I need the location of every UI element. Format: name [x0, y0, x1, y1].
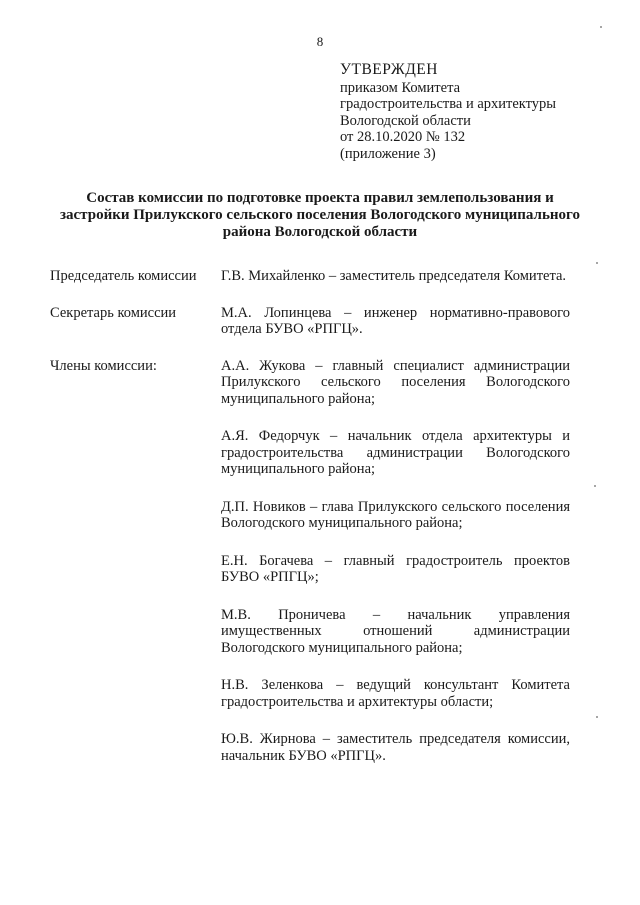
role-members — [221, 268, 570, 285]
approval-block — [340, 62, 556, 162]
member-entry: М.А. Лопинцева – инженер нормативно-правового отдела БУВО «РПГЦ». — [221, 304, 570, 337]
role-members — [221, 305, 570, 338]
page-number: 8 — [316, 34, 324, 49]
role-row-secretary — [50, 305, 570, 338]
member-entry: Е.Н. Богачева – главный градостроитель проектов БУВО «РПГЦ»; — [221, 552, 570, 585]
member-entry: Ю.В. Жирнова – заместитель председателя комиссии, начальник БУВО «РПГЦ». — [221, 731, 570, 764]
approval-line: от 28.10.2020 № 132 — [340, 129, 466, 145]
member-entry: А.Я. Федорчук – начальник отдела архитектуры и градостроительства администрации Вологодского муниципального района; — [221, 428, 570, 477]
approval-line: приказом Комитета — [340, 79, 461, 96]
role-label: Секретарь комиссии — [50, 304, 177, 321]
approval-line: (приложение 3) — [340, 145, 436, 162]
commission-roster — [50, 268, 570, 784]
role-row-chairman — [50, 268, 570, 285]
scan-speck — [596, 262, 598, 264]
role-label: Председатель комиссии — [50, 268, 197, 284]
role-label: Члены комиссии: — [50, 357, 157, 374]
approval-line: Вологодской области — [340, 112, 471, 129]
member-entry: А.А. Жукова – главный специалист администрации Прилукского сельского поселения Вологодского муниципального района; — [221, 357, 570, 407]
member-entry: М.В. Проничева – начальник управления имущественных отношений администрации Вологодского муниципального района; — [221, 606, 570, 656]
document-title: Состав комиссии по подготовке проекта правил землепользования и застройки Прилукского сельского поселения Вологодского муниципального района Вологодской области — [60, 190, 580, 240]
member-entry: Н.В. Зеленкова – ведущий консультант Комитета градостроительства и архитектуры области; — [221, 677, 570, 710]
member-entry: Г.В. Михайленко – заместитель председателя Комитета. — [221, 268, 567, 284]
scan-speck — [600, 26, 602, 28]
approval-stamp: УТВЕРЖДЕН — [340, 61, 438, 78]
scan-speck — [596, 716, 598, 718]
approval-line: градостроительства и архитектуры — [340, 96, 557, 112]
scan-speck — [594, 485, 596, 487]
member-entry: Д.П. Новиков – глава Прилукского сельского поселения Вологодского муниципального района; — [221, 498, 570, 531]
role-row-members — [50, 358, 570, 765]
role-members — [221, 358, 570, 765]
